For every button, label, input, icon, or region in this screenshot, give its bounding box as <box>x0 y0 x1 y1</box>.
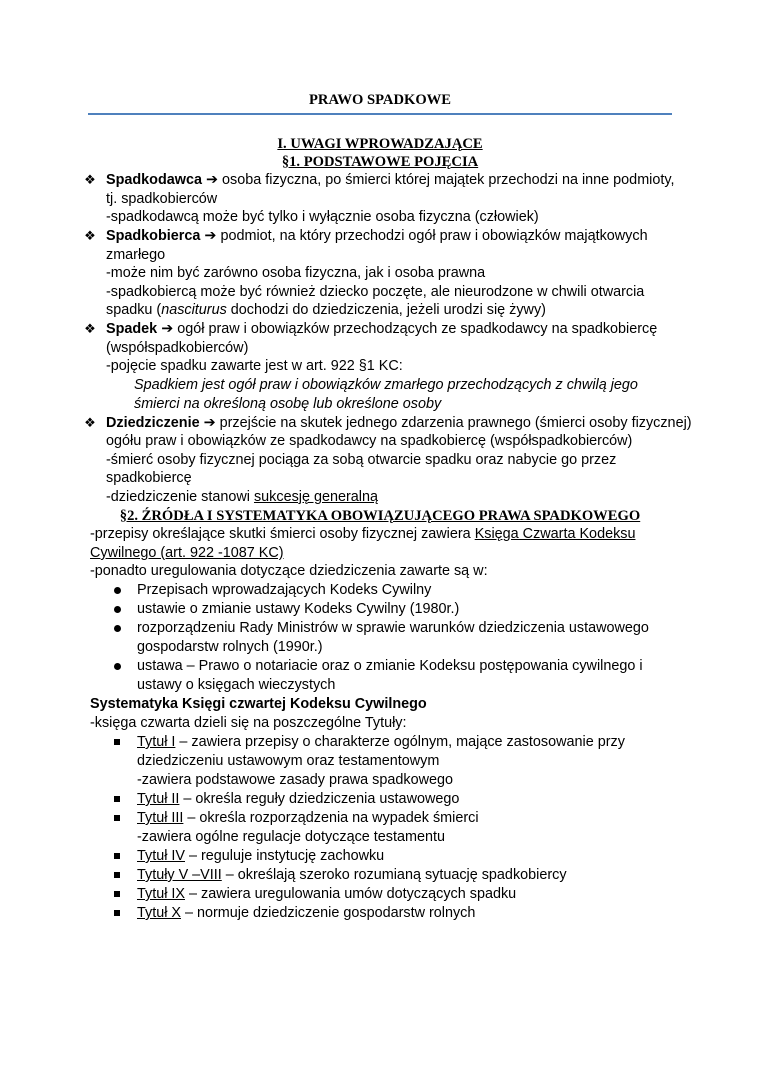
title-item <box>137 847 384 865</box>
term-spadek: Spadek <box>106 321 158 337</box>
definition-spadek <box>106 320 657 338</box>
definition-note: -pojęcie spadku zawarte jest w art. 922 §1 KC: <box>106 358 403 374</box>
diamond-bullet-icon: ❖ <box>84 321 96 336</box>
square-bullet-icon <box>114 891 120 897</box>
diamond-bullet-icon: ❖ <box>84 415 96 430</box>
section-heading-1: I. UWAGI WPROWADZAJĄCE <box>277 136 483 152</box>
title-description-note: -zawiera podstawowe zasady prawa spadkowego <box>137 772 453 788</box>
statute-quote: śmierci na określoną osobę lub określone osoby <box>134 396 442 412</box>
source-item: ustawa – Prawo o notariacie oraz o zmianie Kodeksu postępowania cywilnego i <box>137 658 643 674</box>
title-item <box>137 809 479 827</box>
kc-book-reference: Księga Czwarta Kodeksu <box>474 526 636 542</box>
bullet-dot-icon <box>114 587 121 594</box>
source-item-continuation: gospodarstw rolnych (1990r.) <box>137 639 323 655</box>
definition-note: -śmierć osoby fizycznej pociąga za sobą otwarcie spadku oraz nabycie go przez <box>106 452 617 468</box>
title-description: – określają szeroko rozumianą sytuację spadkobiercy <box>221 867 567 883</box>
source-item: Przepisach wprowadzających Kodeks Cywilny <box>137 582 432 598</box>
title-description: – zawiera przepisy o charakterze ogólnym, mające zastosowanie przy <box>175 734 625 750</box>
bullet-dot-icon <box>114 606 121 613</box>
systematyka-heading: Systematyka Księgi czwartej Kodeksu Cywilnego <box>90 696 427 712</box>
underlined-term: sukcesję generalną <box>253 489 378 505</box>
paragraph-text: -ponadto uregulowania dotyczące dziedziczenia zawarte są w: <box>90 563 488 579</box>
definition-note: -spadkobiercą może być również dziecko poczęte, ale nieurodzone w chwili otwarcia <box>106 284 645 300</box>
paragraph-text: -księga czwarta dzieli się na poszczególne Tytuły: <box>90 715 407 731</box>
title-description: – określa rozporządzenia na wypadek śmierci <box>183 810 479 826</box>
definition-text: przejście na skutek jednego zdarzenia prawnego (śmierci osoby fizycznej) <box>215 415 692 431</box>
right-arrow-icon: ➔ <box>161 321 174 337</box>
term-spadkodawca: Spadkodawca <box>106 172 202 188</box>
paragraph-text: -przepisy określające skutki śmierci osoby fizycznej zawiera <box>90 526 475 542</box>
subsection-heading-1: §1. PODSTAWOWE POJĘCIA <box>281 154 479 170</box>
definition-text-continuation: (współspadkobierców) <box>106 340 249 356</box>
square-bullet-icon <box>114 796 120 802</box>
title-description-note: -zawiera ogólne regulacje dotyczące testamentu <box>137 829 445 845</box>
definition-text-continuation: zmarłego <box>106 247 166 263</box>
title-item <box>137 733 625 751</box>
paragraph-sources <box>90 525 635 543</box>
title-description: – reguluje instytucję zachowku <box>185 848 385 864</box>
title-item <box>137 904 475 922</box>
diamond-bullet-icon: ❖ <box>84 228 96 243</box>
title-description: – określa reguły dziedziczenia ustawowego <box>179 791 460 807</box>
kc-book-reference-continuation: Cywilnego (art. 922 -1087 KC) <box>90 545 284 561</box>
title-name: Tytuł I <box>137 734 176 750</box>
source-item: rozporządzeniu Rady Ministrów w sprawie warunków dziedziczenia ustawowego <box>137 620 649 636</box>
definition-text-continuation: tj. spadkobierców <box>106 191 218 207</box>
square-bullet-icon <box>114 739 120 745</box>
square-bullet-icon <box>114 910 120 916</box>
square-bullet-icon <box>114 853 120 859</box>
square-bullet-icon <box>114 872 120 878</box>
definition-text: osoba fizyczna, po śmierci której majątek przechodzi na inne podmioty, <box>218 172 675 188</box>
statute-quote: Spadkiem jest ogół praw i obowiązków zmarłego przechodzących z chwilą jego <box>134 377 638 393</box>
note-text: -dziedziczenie stanowi <box>106 489 254 505</box>
definition-text-continuation: ogółu praw i obowiązków ze spadkodawcy na spadkobiercę (współspadkobierców) <box>106 433 633 449</box>
title-underline-rule <box>88 113 672 115</box>
title-name: Tytuł II <box>137 791 180 807</box>
definition-note <box>106 301 546 319</box>
source-item-continuation: ustawy o księgach wieczystych <box>137 677 336 693</box>
title-description: – zawiera uregulowania umów dotyczących spadku <box>185 886 517 902</box>
title-name: Tytuł IV <box>137 848 185 864</box>
subsection-heading-2: §2. ŹRÓDŁA I SYSTEMATYKA OBOWIĄZUJĄCEGO PRAWA SPADKOWEGO <box>119 508 641 524</box>
term-spadkobierca: Spadkobierca <box>106 228 201 244</box>
title-item <box>137 885 516 903</box>
title-item <box>137 866 567 884</box>
definition-spadkobierca <box>106 227 648 245</box>
title-description: – normuje dziedziczenie gospodarstw rolnych <box>181 905 476 921</box>
definition-note: -spadkodawcą może być tylko i wyłącznie osoba fizyczna (człowiek) <box>106 209 539 225</box>
right-arrow-icon: ➔ <box>205 172 219 188</box>
definition-spadkodawca <box>106 171 675 189</box>
note-text: dochodzi do dziedziczenia, jeżeli urodzi się żywy) <box>226 302 546 318</box>
title-name: Tytuły V –VIII <box>137 867 222 883</box>
note-latin-term: nasciturus <box>161 302 227 318</box>
diamond-bullet-icon: ❖ <box>84 172 96 187</box>
document-title: PRAWO SPADKOWE <box>308 92 452 108</box>
title-item <box>137 790 459 808</box>
term-dziedziczenie: Dziedziczenie <box>106 415 200 431</box>
note-text: spadku ( <box>106 302 162 318</box>
title-name: Tytuł III <box>137 810 184 826</box>
bullet-dot-icon <box>114 663 121 670</box>
definition-note <box>106 488 378 506</box>
title-name: Tytuł IX <box>137 886 185 902</box>
right-arrow-icon: ➔ <box>203 415 216 431</box>
definition-note: -może nim być zarówno osoba fizyczna, jak i osoba prawna <box>106 265 486 281</box>
bullet-dot-icon <box>114 625 121 632</box>
right-arrow-icon: ➔ <box>204 228 217 244</box>
square-bullet-icon <box>114 815 120 821</box>
title-name: Tytuł X <box>137 905 181 921</box>
definition-note: spadkobiercę <box>106 470 192 486</box>
definition-text: ogół praw i obowiązków przechodzących ze spadkodawcy na spadkobiercę <box>173 321 658 337</box>
title-description-continuation: dziedziczeniu ustawowym oraz testamentowym <box>137 753 440 769</box>
source-item: ustawie o zmianie ustawy Kodeks Cywilny (1980r.) <box>137 601 460 617</box>
definition-text: podmiot, na który przechodzi ogół praw i obowiązków majątkowych <box>216 228 648 244</box>
definition-dziedziczenie <box>106 414 692 432</box>
